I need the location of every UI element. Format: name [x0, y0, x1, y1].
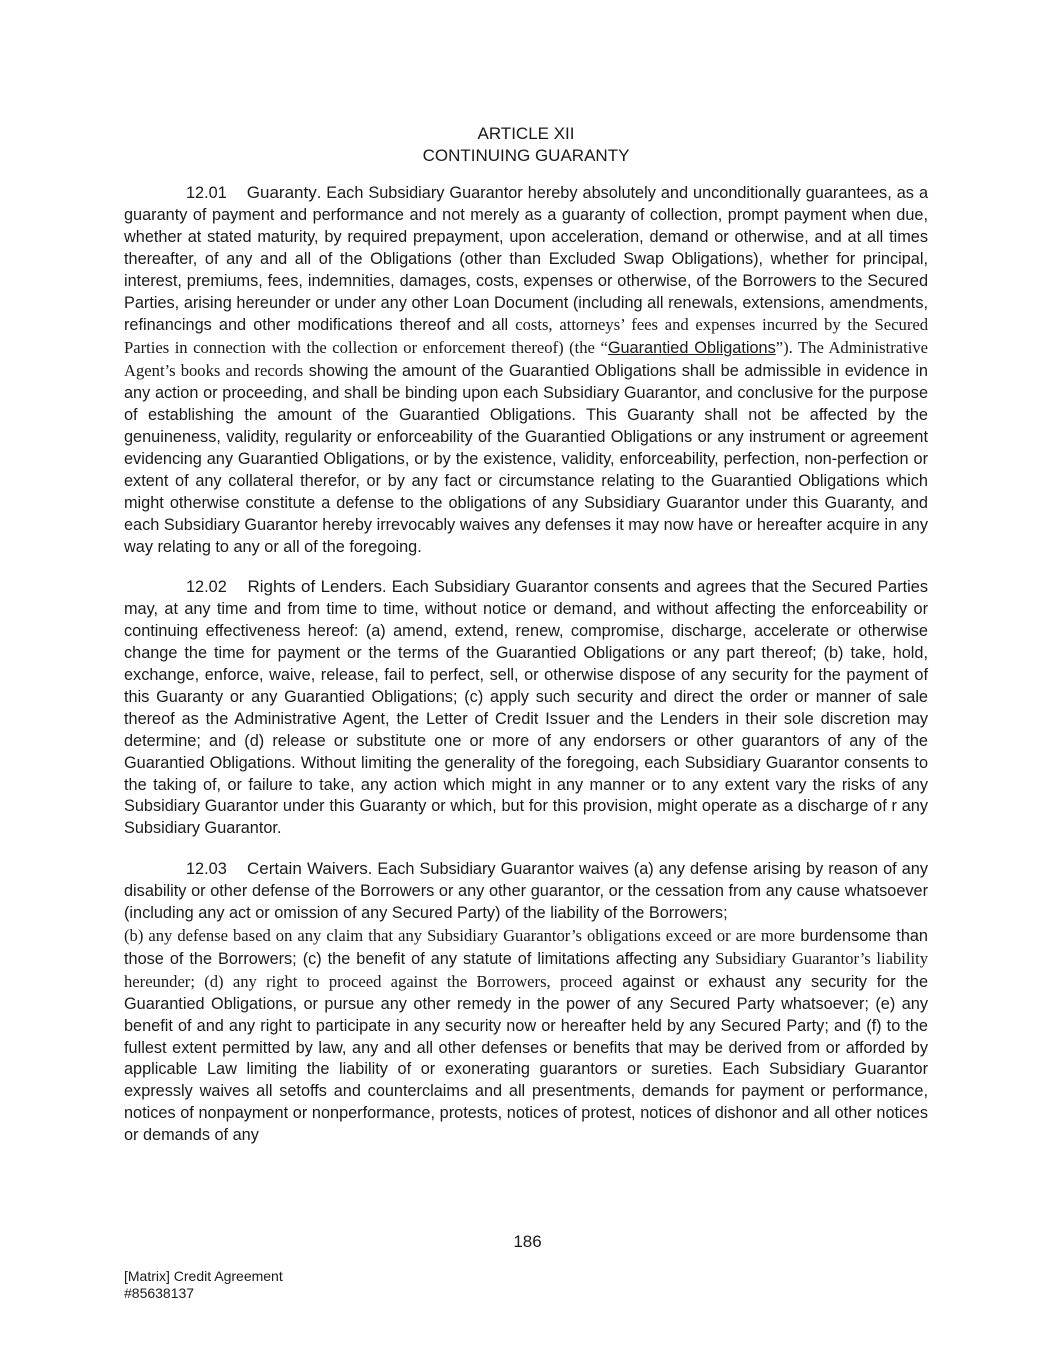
section-text-serif: costs, attorneys’ fees and expenses incurred by the Secured Parties in connection with the collection or enforcement thereof) (the “ [124, 315, 929, 358]
page-number: 186 [513, 1232, 542, 1251]
section-text: showing the amount of the Guarantied Obligations shall be admissible in evidence in any action or proceeding, and shall be binding upon each Subsidiary Guarantor, and conclusive for the purpose of establishing the amount of the Guarantied Obligations. This Guaranty shall not be affected by the genuineness, validity, regularity or enforceability of the Guarantied Obligations or any instrument or agreement evidencing any Guarantied Obligations, or by the existence, validity, enforceability, perfection, non-perfection or extent of any collateral therefor, or by any fact or circumstance relating to the Guarantied Obligations which might otherwise constitute a defense to the obligations of any Subsidiary Guarantor under this Guaranty, and each Subsidiary Guarantor hereby irrevocably waives any defenses it may now have or hereafter acquire in any way relating to any or all of the foregoing. [124, 362, 928, 556]
section-caption: Rights of Lenders [247, 577, 383, 597]
footer-document-title: [Matrix] Credit Agreement [124, 1268, 283, 1284]
section-number: 12.01 [186, 184, 227, 202]
section-text-serif: (b) any defense based on any claim that any Subsidiary Guarantor’s obligations exceed or are more [124, 926, 796, 945]
section-text: against or exhaust any security for the Guarantied Obligations, or pursue any other remedy in the power of any Secured Party whatsoever; (e) any benefit of and any right to participate in any security now or hereafter held by any Secured Party; and (f) to the fullest extent permitted by law, any and all other defenses or benefits that may be derived from or afforded by applicable Law limiting the liability of or exonerating guarantors or sureties. Each Subsidiary Guarantor expressly waives all setoffs and counterclaims and all presentments, demands for payment or performance, notices of nonpayment or nonperformance, protests, notices of protest, notices of dishonor and all other notices or demands of any [124, 972, 928, 1145]
article-title: ARTICLE XII [477, 124, 575, 143]
footer-document-id: #85638137 [124, 1285, 195, 1301]
section-text-serif: ”). The Administrative Agent’s books and records [124, 338, 928, 381]
section-text-serif: Subsidiary Guarantor’s liability hereunder; (d) any right to proceed against the Borrowers, proceed [124, 948, 928, 991]
section-12-01 [124, 182, 928, 558]
defined-term: Guarantied Obligations [607, 339, 776, 358]
section-12-02 [124, 576, 928, 840]
section-number: 12.02 [186, 578, 227, 597]
section-text: burdensome than those of the Borrowers; (c) the benefit of any statute of limitations affecting any [124, 927, 928, 968]
section-12-03 [124, 858, 928, 1147]
section-caption: Certain Waivers [246, 859, 368, 879]
section-text: . Each Subsidiary Guarantor consents and agrees that the Secured Parties may, at any time and from time to time, without notice or demand, and without affecting the enforceability or continuing effectiveness hereof: (a) amend, extend, renew, compromise, discharge, accelerate or otherwise change the time for payment or the terms of the Guarantied Obligations or any part thereof; (b) take, hold, exchange, enforce, waive, release, fail to perfect, sell, or otherwise dispose of any security for the payment of this Guaranty or any Guarantied Obligations; (c) apply such security and direct the order or manner of sale thereof as the Administrative Agent, the Letter of Credit Issuer and the Lenders in their sole discretion may determine; and (d) release or substitute one or more of any endorsers or other guarantors of any of the Guarantied Obligations. Without limiting the generality of the foregoing, each Subsidiary Guarantor consents to the taking of, or failure to take, any action which might in any manner or to any extent vary the risks of any Subsidiary Guarantor under this Guaranty or which, but for this provision, might operate as a discharge of r any Subsidiary Guarantor. [124, 578, 928, 838]
footer [124, 1268, 283, 1302]
section-number: 12.03 [186, 860, 227, 879]
section-text: . Each Subsidiary Guarantor waives (a) any defense arising by reason of any disability or other defense of the Borrowers or any other guarantor, or the cessation from any cause whatsoever (including any act or omission of any Secured Party) of the liability of the Borrowers; [124, 860, 928, 923]
article-subtitle: CONTINUING GUARANTY [422, 146, 630, 165]
section-text: . Each Subsidiary Guarantor hereby absolutely and unconditionally guarantees, as a guaranty of payment and performance and not merely as a guaranty of collection, prompt payment when due, whether at stated maturity, by required prepayment, upon acceleration, demand or otherwise, and at all times thereafter, of any and all of the Obligations (other than Excluded Swap Obligations), whether for principal, interest, premiums, fees, indemnities, damages, costs, expenses or otherwise, of the Borrowers to the Secured Parties, arising hereunder or under any other Loan Document (including all renewals, extensions, amendments, refinancings and other modifications thereof and all [124, 184, 928, 335]
section-caption: Guaranty [246, 183, 317, 202]
document-page [124, 123, 928, 1147]
